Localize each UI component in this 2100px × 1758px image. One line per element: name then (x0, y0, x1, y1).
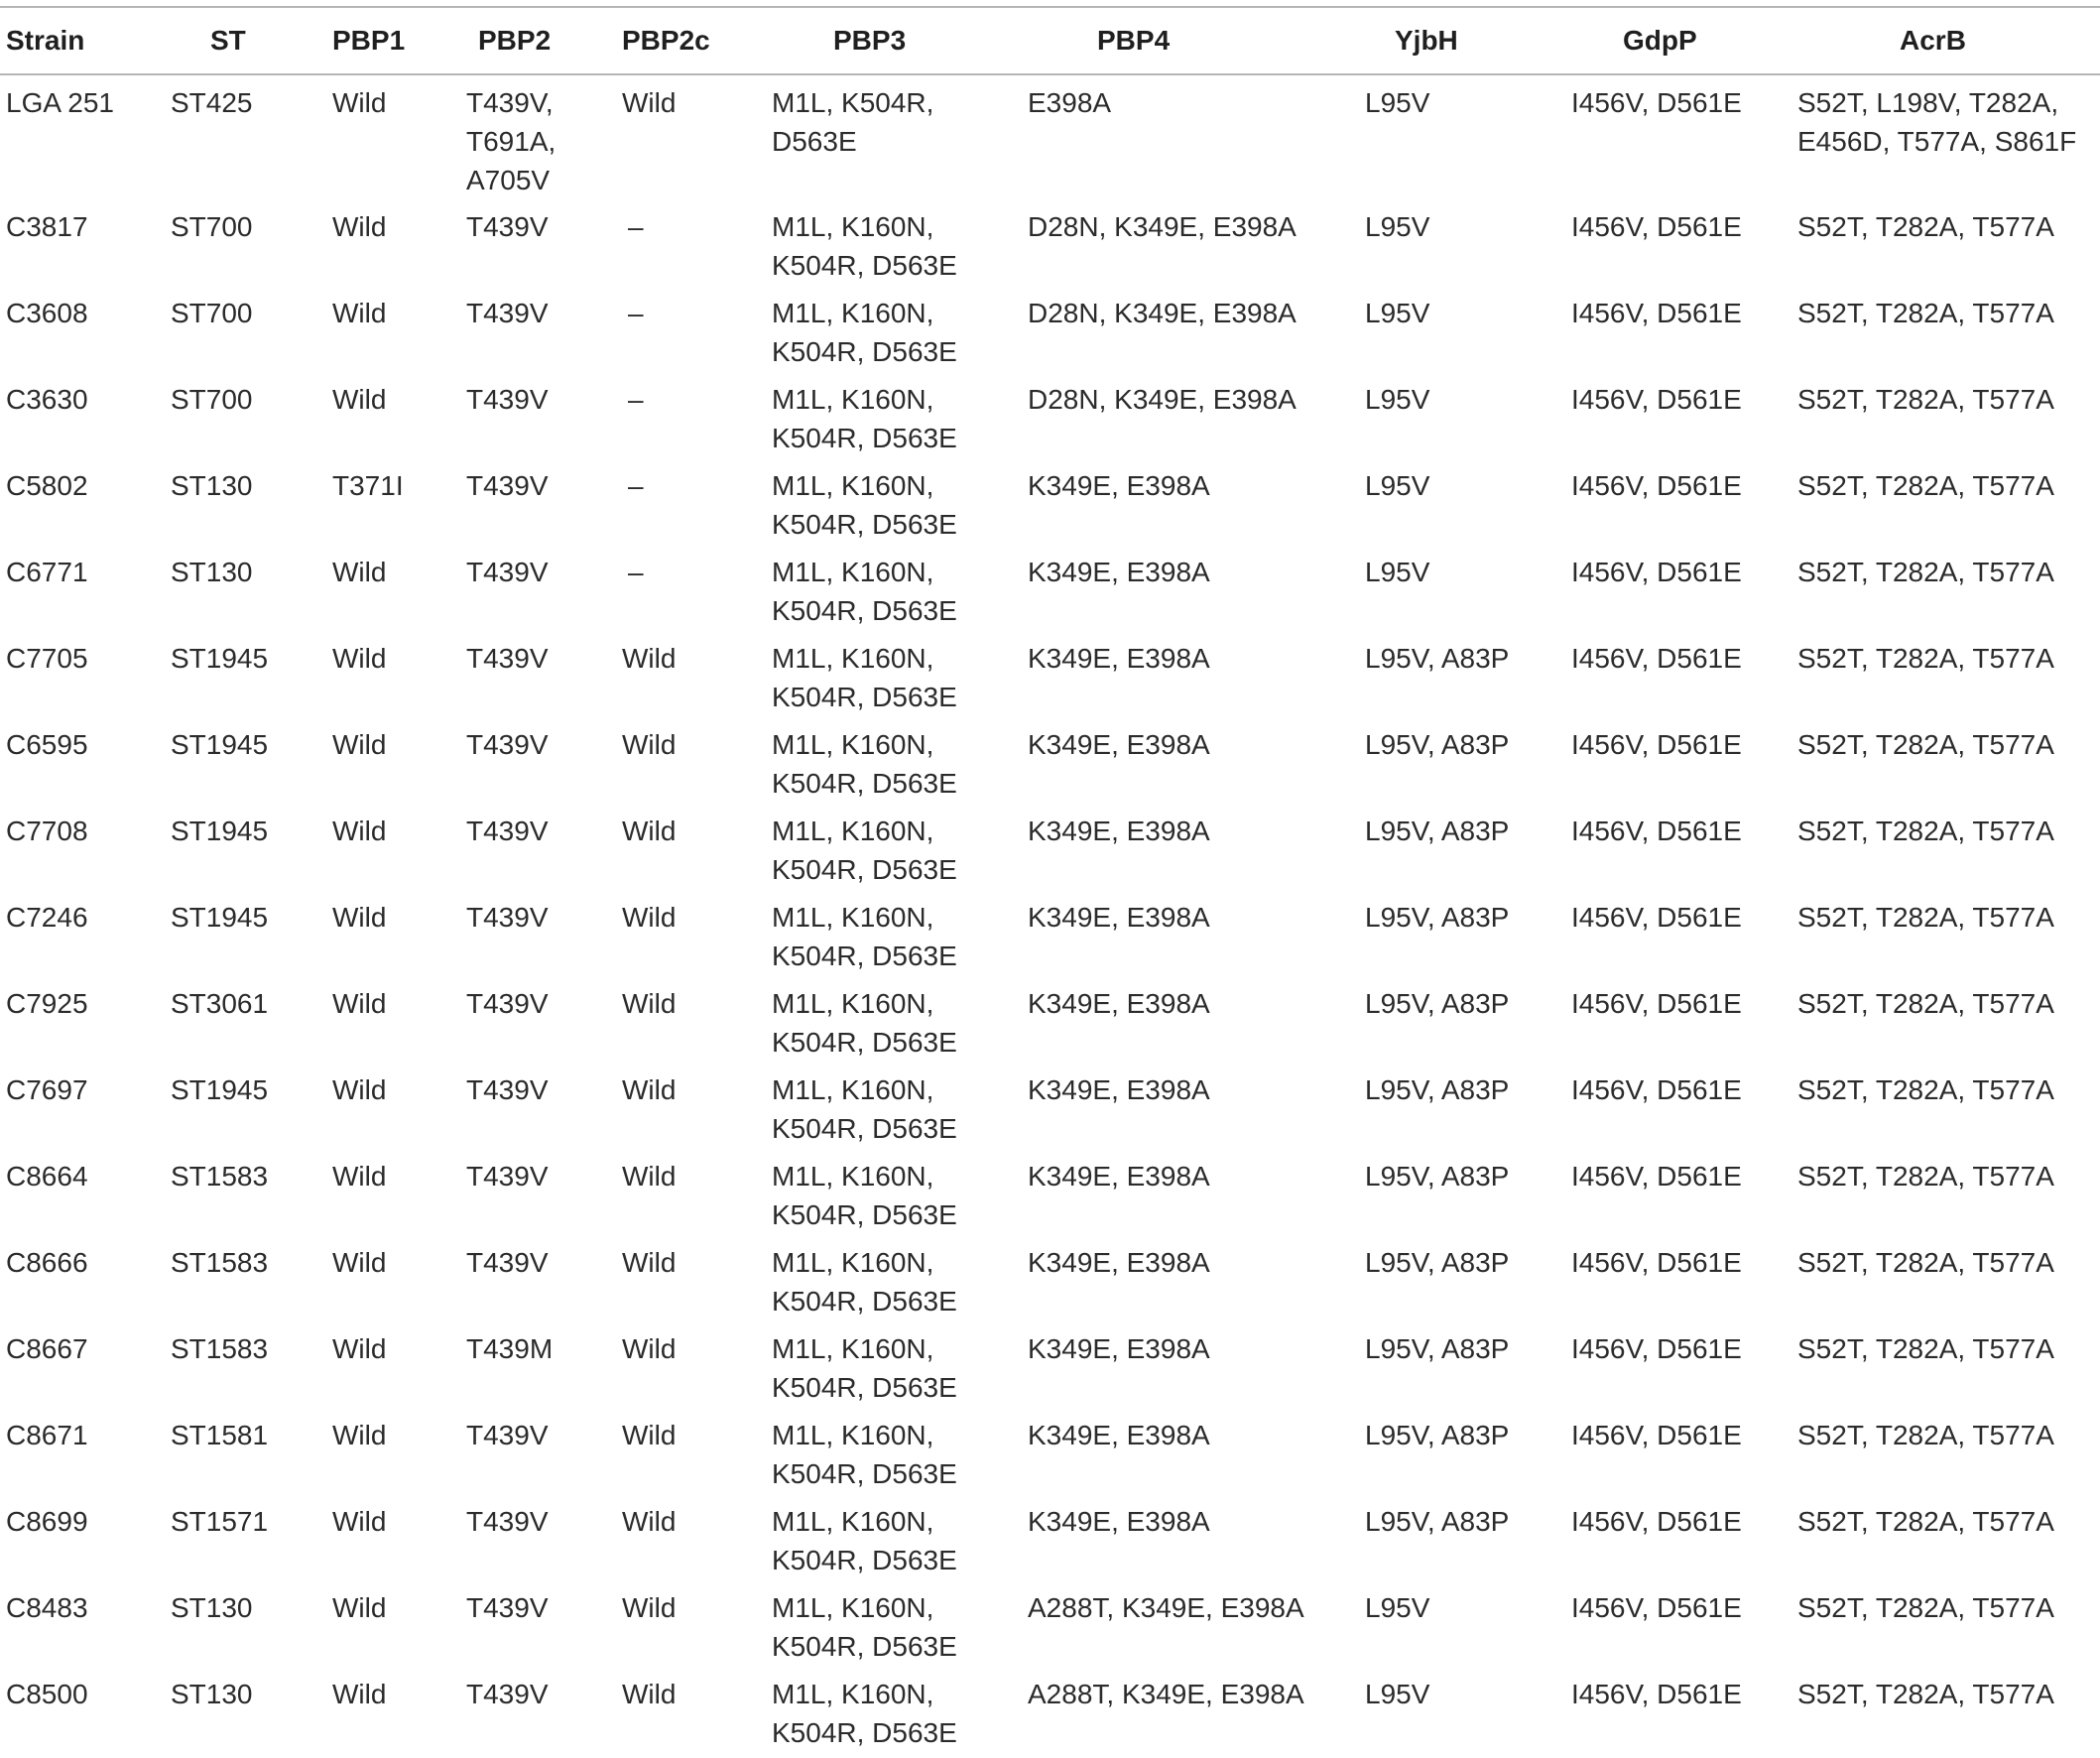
cell-strain: C7925 (6, 988, 88, 1019)
cell-pbp1: Wild (332, 1074, 387, 1105)
cell-pbp2c: Wild (622, 1161, 677, 1192)
cell-strain: C8671 (6, 1420, 88, 1450)
cell-gdpp: I456V, D561E (1571, 557, 1742, 587)
cell-gdpp: I456V, D561E (1571, 87, 1742, 118)
cell-st: ST130 (171, 470, 253, 501)
cell-yjbh: L95V (1365, 211, 1430, 242)
cell-pbp2: T439V (466, 1420, 549, 1450)
cell-pbp2c: Wild (622, 1592, 677, 1623)
cell-yjbh: L95V (1365, 1679, 1430, 1709)
cell-pbp2c: Wild (622, 1420, 677, 1450)
cell-strain: C8699 (6, 1506, 88, 1537)
cell-st: ST1945 (171, 1074, 269, 1105)
table-row (0, 1667, 2100, 1753)
cell-strain: C7697 (6, 1074, 88, 1105)
cell-pbp4: K349E, E398A (1028, 1161, 1210, 1192)
table-row (0, 199, 2100, 286)
cell-pbp3: M1L, K160N, K504R, D563E (772, 643, 957, 712)
cell-yjbh: L95V (1365, 298, 1430, 328)
column-header-gdpp: GdpP (1571, 7, 1797, 74)
cell-yjbh: L95V, A83P (1365, 729, 1510, 760)
cell-st: ST1571 (171, 1506, 269, 1537)
cell-pbp2c: Wild (622, 729, 677, 760)
column-header-pbp2c: PBP2c (622, 7, 772, 74)
column-header-acrb: AcrB (1797, 7, 2100, 74)
cell-strain: C8666 (6, 1247, 88, 1278)
table-row (0, 74, 2100, 199)
cell-st: ST700 (171, 298, 253, 328)
cell-acrb: S52T, T282A, T577A (1797, 298, 2054, 328)
cell-pbp4: D28N, K349E, E398A (1028, 211, 1297, 242)
cell-strain: C8664 (6, 1161, 88, 1192)
cell-st: ST1581 (171, 1420, 269, 1450)
cell-pbp2: T439V (466, 643, 549, 674)
table-row (0, 631, 2100, 717)
cell-strain: C3608 (6, 298, 88, 328)
cell-pbp3: M1L, K160N, K504R, D563E (772, 1074, 957, 1144)
cell-acrb: S52T, T282A, T577A (1797, 1074, 2054, 1105)
cell-strain: C5802 (6, 470, 88, 501)
table-row (0, 1408, 2100, 1494)
table-row (0, 976, 2100, 1063)
cell-pbp4: K349E, E398A (1028, 902, 1210, 933)
cell-strain: C8667 (6, 1333, 88, 1364)
cell-pbp3: M1L, K160N, K504R, D563E (772, 557, 957, 626)
cell-pbp4: K349E, E398A (1028, 1333, 1210, 1364)
cell-pbp1: Wild (332, 211, 387, 242)
cell-pbp1: Wild (332, 1679, 387, 1709)
cell-gdpp: I456V, D561E (1571, 902, 1742, 933)
cell-acrb: S52T, T282A, T577A (1797, 384, 2054, 415)
cell-pbp4: K349E, E398A (1028, 1247, 1210, 1278)
column-header-pbp1: PBP1 (332, 7, 466, 74)
column-header-pbp3: PBP3 (772, 7, 1028, 74)
cell-acrb: S52T, T282A, T577A (1797, 902, 2054, 933)
cell-pbp2c: Wild (622, 1074, 677, 1105)
cell-yjbh: L95V (1365, 384, 1430, 415)
cell-st: ST130 (171, 1592, 253, 1623)
cell-pbp4: A288T, K349E, E398A (1028, 1592, 1304, 1623)
cell-pbp2c: Wild (622, 1506, 677, 1537)
cell-gdpp: I456V, D561E (1571, 1420, 1742, 1450)
cell-strain: C7708 (6, 816, 88, 846)
table-row (0, 458, 2100, 545)
header-row (0, 7, 2100, 74)
cell-pbp4: D28N, K349E, E398A (1028, 384, 1297, 415)
cell-acrb: S52T, T282A, T577A (1797, 1420, 2054, 1450)
table-row (0, 1063, 2100, 1149)
column-header-yjbh: YjbH (1365, 7, 1571, 74)
cell-strain: C3817 (6, 211, 88, 242)
cell-gdpp: I456V, D561E (1571, 816, 1742, 846)
cell-pbp2: T439V (466, 384, 549, 415)
cell-yjbh: L95V, A83P (1365, 1333, 1510, 1364)
cell-gdpp: I456V, D561E (1571, 1679, 1742, 1709)
cell-pbp4: K349E, E398A (1028, 470, 1210, 501)
cell-yjbh: L95V, A83P (1365, 816, 1510, 846)
cell-pbp3: M1L, K160N, K504R, D563E (772, 1506, 957, 1575)
cell-pbp2: T439V (466, 1592, 549, 1623)
cell-pbp3: M1L, K504R, D563E (772, 87, 934, 157)
cell-st: ST1583 (171, 1247, 269, 1278)
table-row (0, 1494, 2100, 1580)
cell-pbp1: Wild (332, 1161, 387, 1192)
cell-pbp3: M1L, K160N, K504R, D563E (772, 816, 957, 885)
table-row (0, 286, 2100, 372)
cell-pbp3: M1L, K160N, K504R, D563E (772, 729, 957, 799)
table-row (0, 1235, 2100, 1321)
cell-pbp1: T371I (332, 470, 404, 501)
cell-yjbh: L95V (1365, 87, 1430, 118)
column-header-st: ST (169, 7, 332, 74)
cell-pbp4: D28N, K349E, E398A (1028, 298, 1297, 328)
cell-pbp1: Wild (332, 384, 387, 415)
cell-pbp4: K349E, E398A (1028, 1074, 1210, 1105)
cell-pbp4: K349E, E398A (1028, 1506, 1210, 1537)
cell-st: ST3061 (171, 988, 269, 1019)
cell-pbp2c: – (628, 298, 644, 328)
table-row (0, 717, 2100, 804)
cell-yjbh: L95V, A83P (1365, 902, 1510, 933)
cell-gdpp: I456V, D561E (1571, 1161, 1742, 1192)
cell-yjbh: L95V (1365, 470, 1430, 501)
table-row (0, 1580, 2100, 1667)
table-body (0, 74, 2100, 1753)
cell-pbp4: A288T, K349E, E398A (1028, 1679, 1304, 1709)
cell-yjbh: L95V, A83P (1365, 1074, 1510, 1105)
cell-yjbh: L95V (1365, 1592, 1430, 1623)
cell-pbp2c: – (628, 384, 644, 415)
table-row (0, 1321, 2100, 1408)
cell-acrb: S52T, T282A, T577A (1797, 988, 2054, 1019)
cell-gdpp: I456V, D561E (1571, 1333, 1742, 1364)
cell-strain: C3630 (6, 384, 88, 415)
cell-pbp3: M1L, K160N, K504R, D563E (772, 298, 957, 367)
cell-gdpp: I456V, D561E (1571, 1506, 1742, 1537)
cell-st: ST1583 (171, 1161, 269, 1192)
cell-st: ST700 (171, 211, 253, 242)
cell-pbp4: K349E, E398A (1028, 557, 1210, 587)
table-row (0, 1149, 2100, 1235)
column-header-strain: Strain (0, 7, 169, 74)
cell-pbp3: M1L, K160N, K504R, D563E (772, 1333, 957, 1403)
cell-pbp3: M1L, K160N, K504R, D563E (772, 902, 957, 971)
cell-gdpp: I456V, D561E (1571, 643, 1742, 674)
cell-gdpp: I456V, D561E (1571, 988, 1742, 1019)
cell-acrb: S52T, T282A, T577A (1797, 1161, 2054, 1192)
cell-pbp1: Wild (332, 1247, 387, 1278)
cell-pbp2: T439M (466, 1333, 554, 1364)
cell-yjbh: L95V, A83P (1365, 988, 1510, 1019)
cell-yjbh: L95V, A83P (1365, 1247, 1510, 1278)
cell-acrb: S52T, T282A, T577A (1797, 557, 2054, 587)
cell-st: ST1583 (171, 1333, 269, 1364)
cell-pbp1: Wild (332, 298, 387, 328)
cell-st: ST425 (171, 87, 253, 118)
cell-gdpp: I456V, D561E (1571, 298, 1742, 328)
cell-pbp3: M1L, K160N, K504R, D563E (772, 1592, 957, 1662)
cell-pbp2: T439V (466, 298, 549, 328)
cell-pbp3: M1L, K160N, K504R, D563E (772, 1679, 957, 1748)
cell-acrb: S52T, L198V, T282A, E456D, T577A, S861F (1797, 87, 2077, 157)
table-header (0, 7, 2100, 74)
cell-acrb: S52T, T282A, T577A (1797, 211, 2054, 242)
cell-pbp2: T439V (466, 902, 549, 933)
cell-pbp3: M1L, K160N, K504R, D563E (772, 1161, 957, 1230)
cell-pbp1: Wild (332, 1506, 387, 1537)
cell-strain: LGA 251 (6, 87, 114, 118)
cell-pbp2: T439V (466, 816, 549, 846)
table-row (0, 372, 2100, 458)
cell-pbp2c: Wild (622, 1333, 677, 1364)
cell-yjbh: L95V, A83P (1365, 1161, 1510, 1192)
cell-pbp2: T439V (466, 557, 549, 587)
cell-pbp4: K349E, E398A (1028, 988, 1210, 1019)
cell-pbp1: Wild (332, 87, 387, 118)
cell-st: ST700 (171, 384, 253, 415)
cell-pbp3: M1L, K160N, K504R, D563E (772, 1420, 957, 1489)
cell-pbp3: M1L, K160N, K504R, D563E (772, 988, 957, 1058)
cell-pbp2c: Wild (622, 816, 677, 846)
cell-st: ST1945 (171, 902, 269, 933)
cell-pbp2: T439V (466, 729, 549, 760)
cell-yjbh: L95V, A83P (1365, 1506, 1510, 1537)
cell-strain: C8500 (6, 1679, 88, 1709)
cell-pbp2c: Wild (622, 87, 677, 118)
cell-strain: C6595 (6, 729, 88, 760)
table-row (0, 804, 2100, 890)
cell-pbp2: T439V (466, 211, 549, 242)
cell-acrb: S52T, T282A, T577A (1797, 1592, 2054, 1623)
cell-acrb: S52T, T282A, T577A (1797, 470, 2054, 501)
cell-pbp2c: – (628, 211, 644, 242)
cell-gdpp: I456V, D561E (1571, 470, 1742, 501)
cell-pbp1: Wild (332, 1333, 387, 1364)
cell-pbp1: Wild (332, 557, 387, 587)
cell-acrb: S52T, T282A, T577A (1797, 816, 2054, 846)
cell-pbp4: K349E, E398A (1028, 643, 1210, 674)
cell-pbp2c: – (628, 470, 644, 501)
cell-pbp4: K349E, E398A (1028, 1420, 1210, 1450)
table-row (0, 890, 2100, 976)
cell-pbp2: T439V (466, 1679, 549, 1709)
cell-pbp2: T439V (466, 470, 549, 501)
cell-pbp1: Wild (332, 643, 387, 674)
cell-acrb: S52T, T282A, T577A (1797, 1679, 2054, 1709)
cell-st: ST1945 (171, 643, 269, 674)
column-header-pbp2: PBP2 (466, 7, 622, 74)
cell-pbp1: Wild (332, 902, 387, 933)
column-header-pbp4: PBP4 (1028, 7, 1365, 74)
cell-pbp2c: Wild (622, 902, 677, 933)
cell-strain: C8483 (6, 1592, 88, 1623)
cell-acrb: S52T, T282A, T577A (1797, 1333, 2054, 1364)
cell-gdpp: I456V, D561E (1571, 1074, 1742, 1105)
cell-pbp2: T439V, T691A, A705V (466, 87, 556, 195)
cell-pbp2c: Wild (622, 1247, 677, 1278)
cell-acrb: S52T, T282A, T577A (1797, 729, 2054, 760)
cell-st: ST1945 (171, 729, 269, 760)
cell-pbp2: T439V (466, 1074, 549, 1105)
cell-pbp2: T439V (466, 988, 549, 1019)
cell-acrb: S52T, T282A, T577A (1797, 643, 2054, 674)
cell-pbp2: T439V (466, 1161, 549, 1192)
cell-st: ST1945 (171, 816, 269, 846)
cell-acrb: S52T, T282A, T577A (1797, 1247, 2054, 1278)
cell-pbp1: Wild (332, 1420, 387, 1450)
cell-gdpp: I456V, D561E (1571, 384, 1742, 415)
cell-strain: C6771 (6, 557, 88, 587)
cell-gdpp: I456V, D561E (1571, 729, 1742, 760)
cell-gdpp: I456V, D561E (1571, 1592, 1742, 1623)
cell-pbp2c: Wild (622, 1679, 677, 1709)
cell-pbp3: M1L, K160N, K504R, D563E (772, 1247, 957, 1317)
cell-pbp1: Wild (332, 729, 387, 760)
cell-st: ST130 (171, 1679, 253, 1709)
cell-strain: C7705 (6, 643, 88, 674)
cell-gdpp: I456V, D561E (1571, 211, 1742, 242)
cell-pbp1: Wild (332, 988, 387, 1019)
table-row (0, 545, 2100, 631)
cell-pbp2c: – (628, 557, 644, 587)
cell-pbp3: M1L, K160N, K504R, D563E (772, 384, 957, 453)
cell-yjbh: L95V, A83P (1365, 643, 1510, 674)
cell-pbp4: K349E, E398A (1028, 816, 1210, 846)
cell-strain: C7246 (6, 902, 88, 933)
cell-yjbh: L95V (1365, 557, 1430, 587)
cell-pbp3: M1L, K160N, K504R, D563E (772, 470, 957, 540)
cell-pbp2c: Wild (622, 988, 677, 1019)
cell-pbp2: T439V (466, 1506, 549, 1537)
cell-pbp1: Wild (332, 816, 387, 846)
cell-pbp2: T439V (466, 1247, 549, 1278)
cell-acrb: S52T, T282A, T577A (1797, 1506, 2054, 1537)
cell-pbp1: Wild (332, 1592, 387, 1623)
cell-gdpp: I456V, D561E (1571, 1247, 1742, 1278)
cell-pbp3: M1L, K160N, K504R, D563E (772, 211, 957, 281)
cell-yjbh: L95V, A83P (1365, 1420, 1510, 1450)
cell-pbp4: K349E, E398A (1028, 729, 1210, 760)
cell-pbp4: E398A (1028, 87, 1112, 118)
mutation-table (0, 6, 2100, 1753)
cell-pbp2c: Wild (622, 643, 677, 674)
cell-st: ST130 (171, 557, 253, 587)
